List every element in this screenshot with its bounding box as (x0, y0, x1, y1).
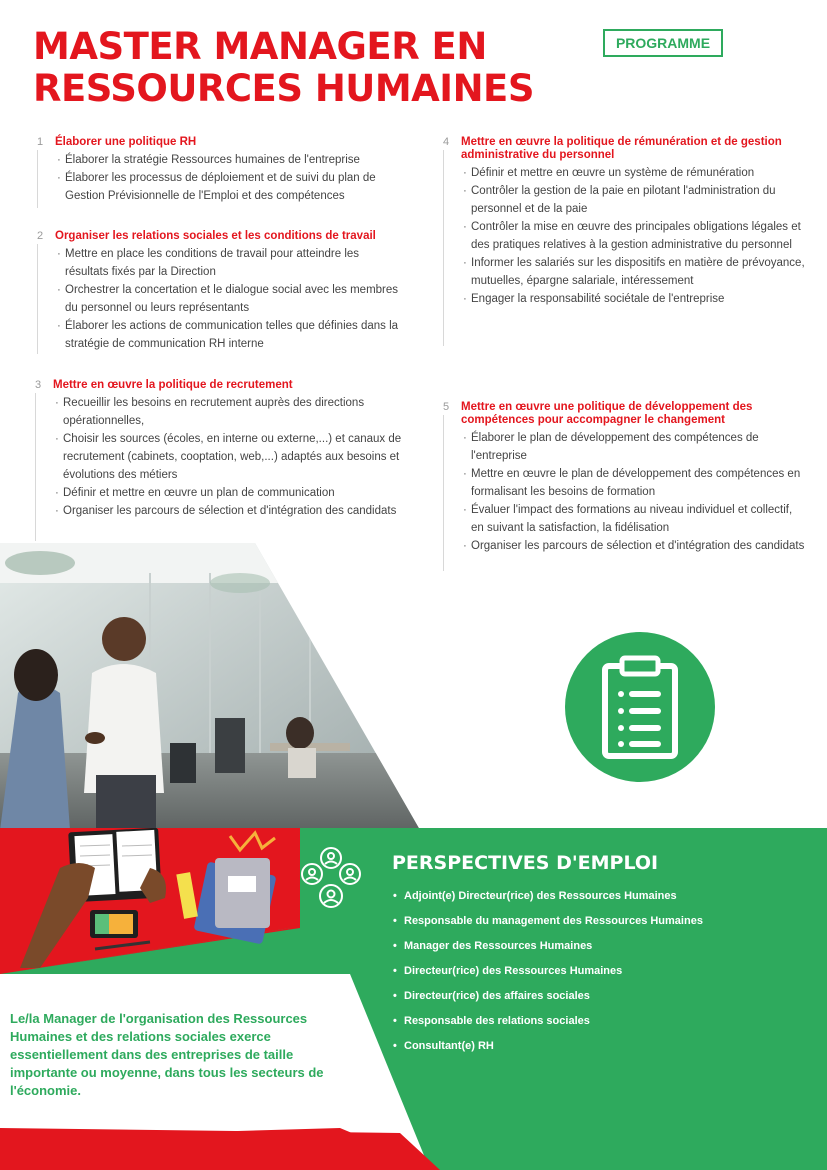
list-item: · Contrôler la gestion de la paie en pilotant l'administration du personnel et de la paie (461, 182, 805, 218)
page-title (33, 26, 534, 110)
section-4 (443, 136, 805, 346)
section-number: 1 (37, 136, 44, 148)
section-1 (37, 136, 397, 208)
programme-badge: PROGRAMME (603, 29, 723, 57)
list-item: · Mettre en place les conditions de travail pour atteindre les résultats fixés par la Direction (55, 245, 403, 281)
section-5 (443, 401, 805, 571)
section-number: 3 (35, 379, 42, 391)
list-item: · Mettre en œuvre le plan de développement des compétences en formalisant les besoins de formation (461, 465, 805, 501)
section-number: 5 (443, 401, 450, 413)
list-item: · Orchestrer la concertation et le dialogue social avec les membres du personnel ou leurs représentants (55, 281, 403, 317)
list-item: · Organiser les parcours de sélection et d'intégration des candidats (461, 537, 805, 555)
section-list (461, 164, 805, 308)
section-divider (443, 150, 444, 346)
section-title: Élaborer une politique RH (55, 136, 197, 148)
section-divider (35, 393, 36, 541)
list-item: • Responsable du management des Ressources Humaines (393, 910, 703, 935)
desk-illustration-panel (0, 828, 440, 1170)
clipboard-checklist-icon (565, 632, 715, 782)
section-title: Organiser les relations sociales et les conditions de travail (55, 230, 376, 242)
perspectives-list (393, 885, 703, 1060)
section-list (55, 245, 403, 353)
section-title: Mettre en œuvre une politique de développement des compétences pour accompagner le changement (461, 401, 753, 426)
list-item: · Organiser les parcours de sélection et d'intégration des candidats (53, 502, 403, 520)
list-item: · Élaborer la stratégie Ressources humaines de l'entreprise (55, 151, 397, 169)
list-item: · Élaborer les actions de communication telles que définies dans la stratégie de communication RH interne (55, 317, 403, 353)
list-item: • Directeur(rice) des Ressources Humaines (393, 960, 703, 985)
section-3 (35, 379, 403, 541)
section-number: 4 (443, 136, 450, 148)
section-title: Mettre en œuvre la politique de rémunération et de gestion administrative du personnel (461, 136, 782, 161)
section-title: Mettre en œuvre la politique de recrutement (53, 379, 293, 391)
people-network-icon (300, 846, 362, 910)
section-list (461, 429, 805, 555)
list-item: · Contrôler la mise en œuvre des principales obligations légales et des pratiques relatives à la gestion administrative du personnel (461, 218, 805, 254)
list-item: · Définir et mettre en œuvre un système de rémunération (461, 164, 805, 182)
office-handshake-photo (0, 543, 420, 830)
list-item: · Définir et mettre en œuvre un plan de communication (53, 484, 403, 502)
section-list (53, 394, 403, 520)
list-item: • Manager des Ressources Humaines (393, 935, 703, 960)
lead-text: Le/la Manager de l'organisation des Ressources Humaines et des relations sociales exerce essentiellement dans des entreprises de taille importante ou moyenne, dans tous les secteurs de l'économie. (10, 1011, 324, 1098)
title-line-2: RESSOURCES HUMAINES (33, 67, 534, 110)
section-number: 2 (37, 230, 44, 242)
list-item: · Élaborer le plan de développement des compétences de l'entreprise (461, 429, 805, 465)
list-item: • Adjoint(e) Directeur(rice) des Ressources Humaines (393, 885, 703, 910)
list-item: · Recueillir les besoins en recrutement auprès des directions opérationnelles, (53, 394, 403, 430)
section-divider (443, 415, 444, 571)
perspectives-title: PERSPECTIVES D'EMPLOI (392, 852, 659, 874)
section-divider (37, 244, 38, 354)
list-item: · Informer les salariés sur les dispositifs en matière de prévoyance, mutuelles, épargne salariale, intéressement (461, 254, 805, 290)
title-line-1: MASTER MANAGER EN (33, 25, 487, 68)
section-list (55, 151, 397, 205)
list-item: • Directeur(rice) des affaires sociales (393, 985, 703, 1010)
list-item: · Élaborer les processus de déploiement et de suivi du plan de Gestion Prévisionnelle de l'Emploi et des compétences (55, 169, 397, 205)
section-divider (37, 150, 38, 208)
section-2 (37, 230, 403, 354)
list-item: · Choisir les sources (écoles, en interne ou externe,...) et canaux de recrutement (cabinets, cooptation, web,...) adaptés aux besoins et évolutions des métiers (53, 430, 403, 484)
list-item: • Responsable des relations sociales (393, 1010, 703, 1035)
list-item: • Consultant(e) RH (393, 1035, 703, 1060)
list-item: · Évaluer l'impact des formations au niveau individuel et collectif, en suivant la satisfaction, la fidélisation (461, 501, 805, 537)
list-item: · Engager la responsabilité sociétale de l'entreprise (461, 290, 805, 308)
